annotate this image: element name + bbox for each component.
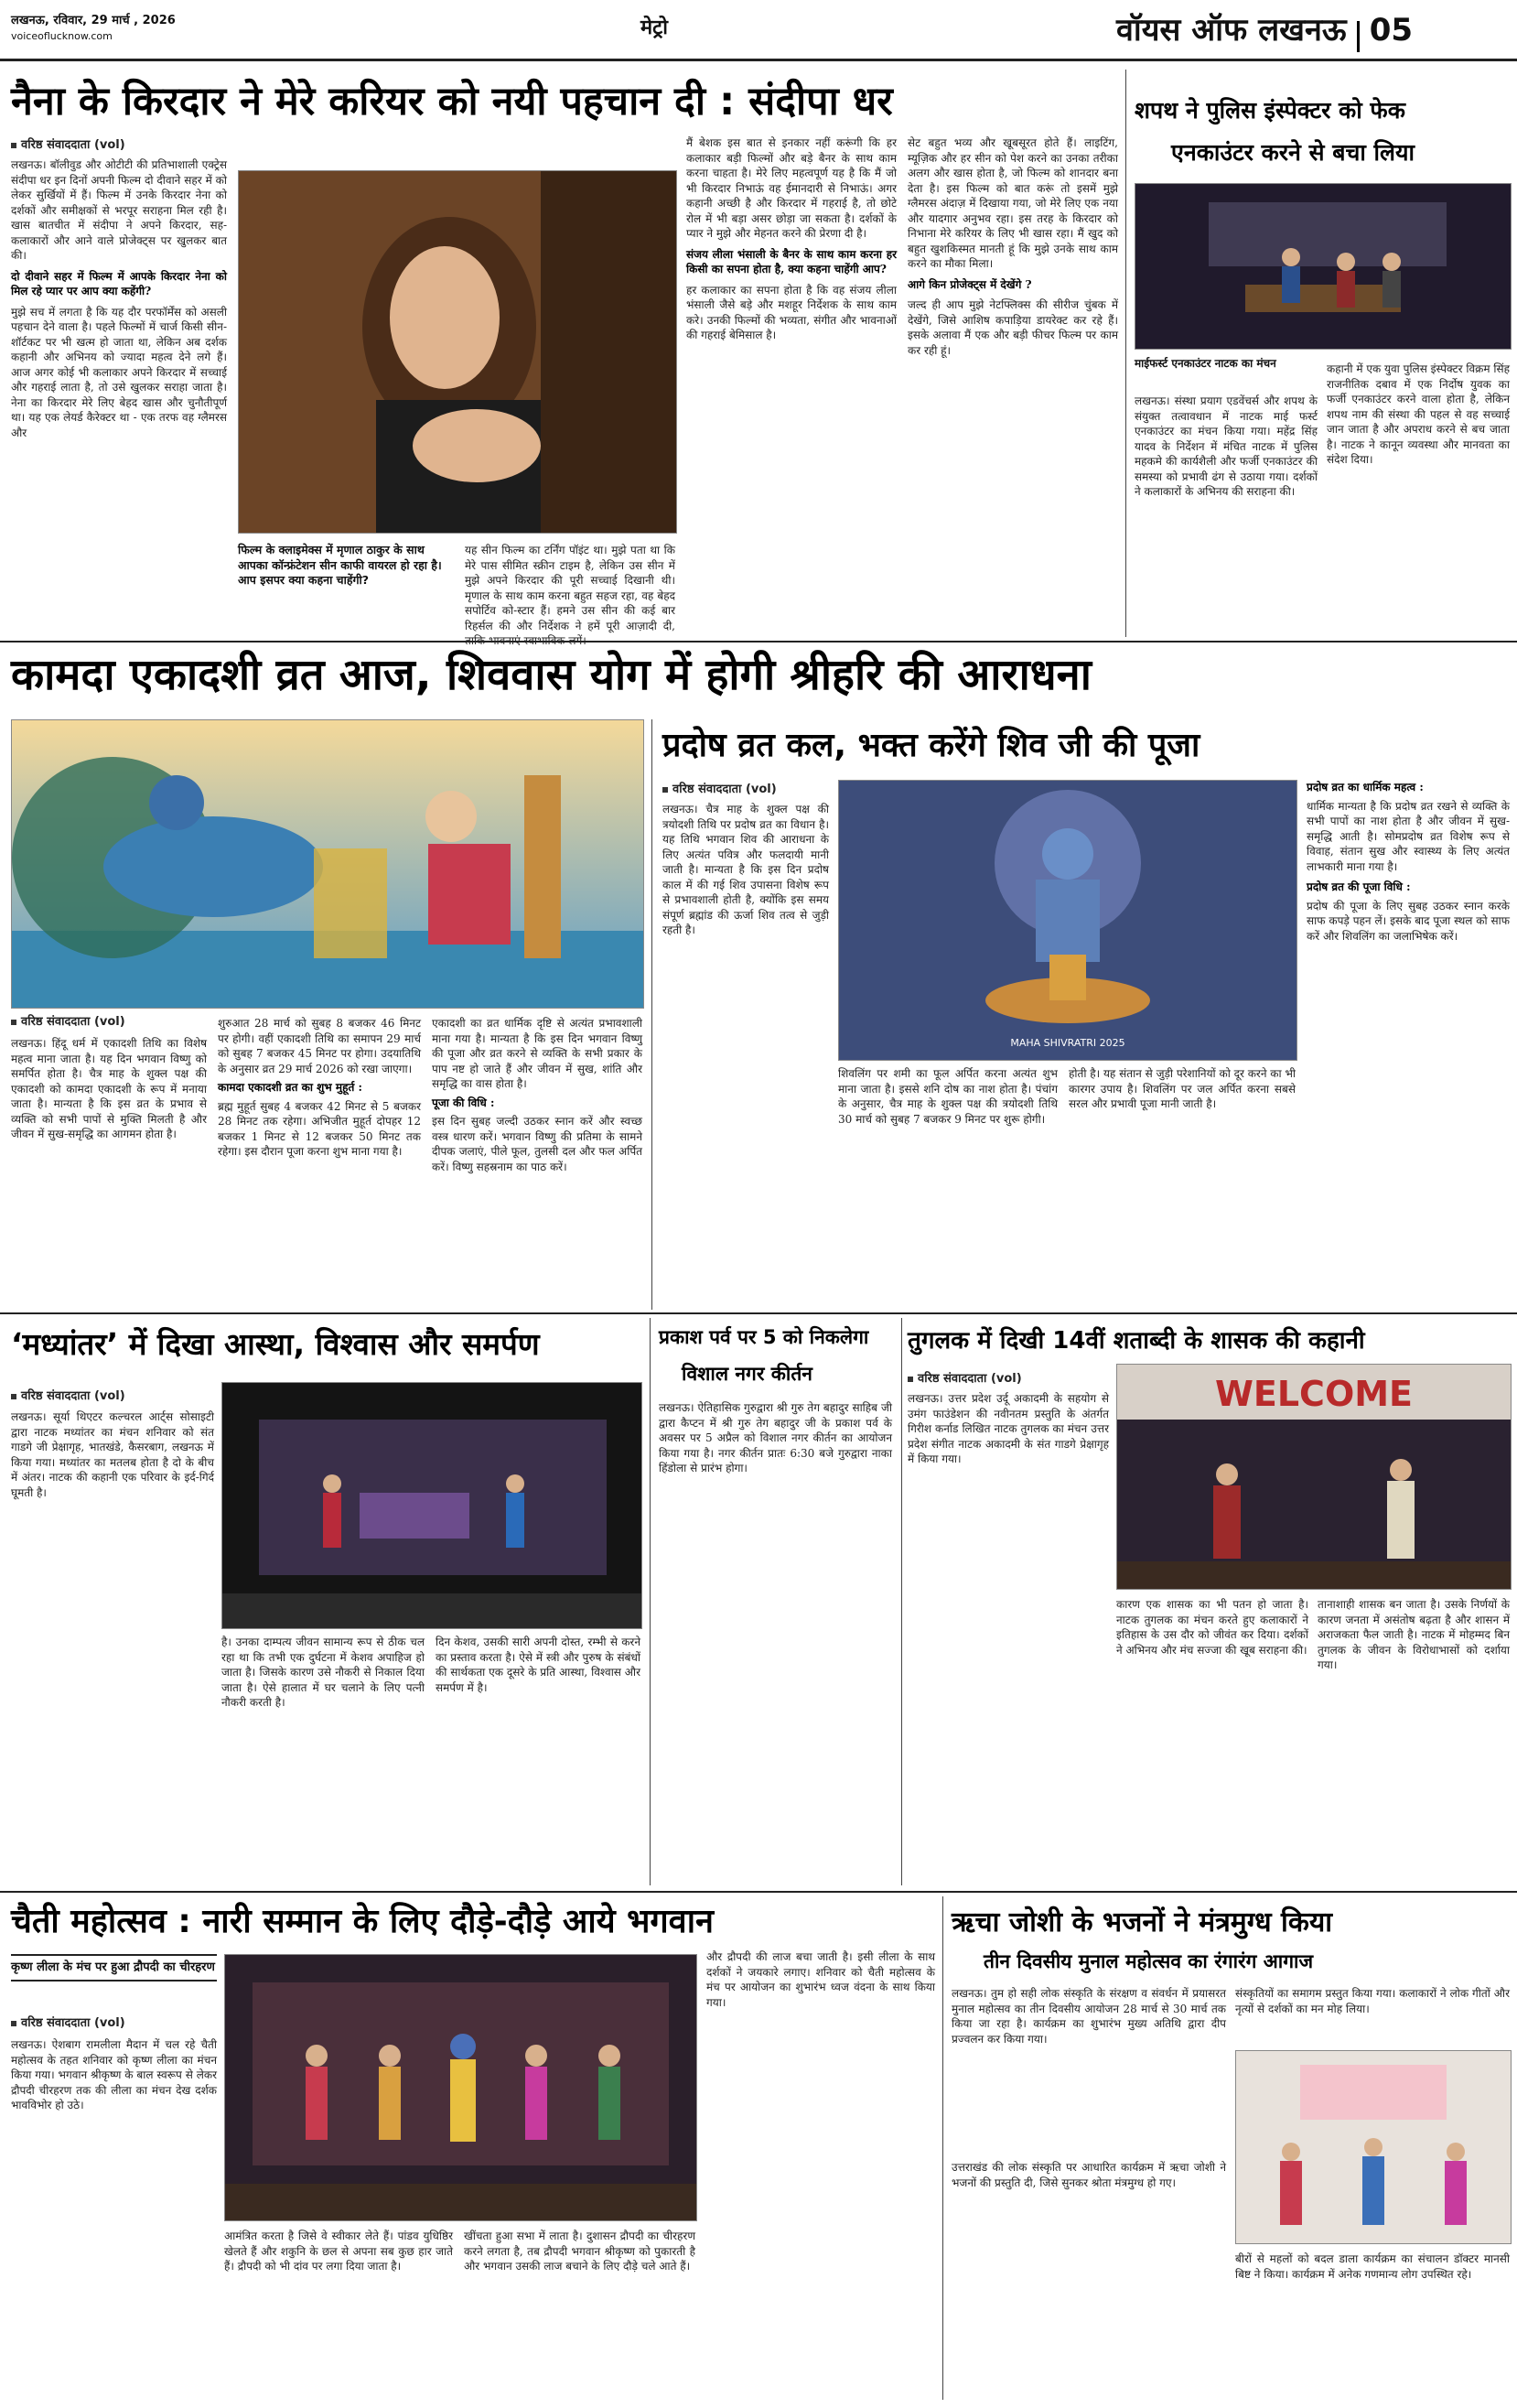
- story1-col1: [11, 157, 227, 633]
- rule-middle: [0, 1312, 1517, 1314]
- story8-col4: और द्रौपदी की लाज बचा जाती है। इसी लीला के साथ दर्शकों ने जयकारे लगाए। शनिवार को चैती महोत्सव के मंच पर आयोजन का शुभारंभ ध्वज वंदना के साथ किया गया।: [706, 1950, 935, 2009]
- story1-col5: [908, 135, 1118, 634]
- stage-welcome-illustration: [1117, 1365, 1511, 1589]
- story3-divider: [651, 719, 652, 1310]
- story1-col1-rest: मुझे सच में लगता है कि यह दौर परफॉर्मेंस को असली पहचान देने वाला है। पहले फिल्मों में चार्ज किसी सीन-शॉर्टकट पर भी खत्म हो जाता था, लेकिन अब दर्शक कहानी और अभिनय को ज्यादा महत्व देने लगे हैं। आज अगर कोई भी कलाकार अपने किरदार में सच्चाई और गहराई लाता है, तो उसे खुलकर सराहा जाता है। नेना का किरदार मेरे लिए बेहद खास और चुनौतीपूर्ण था। यह एक लेयर्ड कैरेक्टर था - एक तरफ वह ग्लैमरस और: [11, 305, 227, 439]
- story1-col5-text: सेट बहुत भव्य और खूबसूरत होते हैं। लाइटिंग, म्यूज़िक और हर सीन को पेश करने का उनका तरीका अलग और खास होता है, जो फिल्म को शानदार बना देता है। इस फिल्म को बात करूं तो इसमें मुझे ग्लैमरस अंदाज़ में दिखाया गया, जो मेरे लिए एक नया और यादगार अनुभव रहा। इस तरह के किरदार को निभाना मेरे करियर के लिए भी खास रहा। मैं खुद को बहुत खुशकिस्मत मानती हूं कि मुझे उनके साथ काम करने का मौका मिला।: [908, 136, 1118, 270]
- story3-headline: कामदा एकादशी व्रत आज, शिववास योग में होगी श्रीहरि की आराधना: [11, 650, 1092, 700]
- story7-col1: लखनऊ। उत्तर प्रदेश उर्दू अकादमी के सहयोग से उमंग फाउंडेशन की नवीनतम प्रस्तुति के अंतर्गत गिरीश कर्नाड लिखित नाटक तुगलक का मंचन उत्तर प्रदेश संगीत नाटक अकादमी के संत गाडगे प्रेक्षागृह में किया गया।: [908, 1392, 1109, 1465]
- story7-photo-text: WELCOME: [1214, 1374, 1414, 1414]
- story8-col1: लखनऊ। ऐशबाग रामलीला मैदान में चल रहे चैती महोत्सव के तहत शनिवार को कृष्ण लीला का मंचन किया गया। भगवान श्रीकृष्ण के बाल स्वरूप से लेकर द्रौपदी चीरहरण तक की लीला का मंचन देख दर्शक भावविभोर हो उठे।: [11, 2038, 217, 2111]
- story3-col2-text: शुरुआत 28 मार्च को सुबह 8 बजकर 46 मिनट पर होगी। वहीं एकादशी तिथि का समापन 29 मार्च को सुबह 7 बजकर 45 मिनट पर होगा। उदयातिथि के अनुसार व्रत 29 मार्च 2026 को रखा जाएगा।: [218, 1017, 421, 1075]
- story1-body: [11, 135, 1118, 634]
- story8-caption: कृष्ण लीला के मंच पर हुआ द्रौपदी का चीरहरण: [11, 1954, 217, 1981]
- masthead-rule: [0, 59, 1517, 61]
- story1-lead: लखनऊ। बॉलीवुड और ओटीटी की प्रतिभाशाली एक्ट्रेस संदीपा धर इन दिनों अपनी फिल्म दो दीवाने सहर में को लेकर सुर्खियों में हैं। फिल्म में उनके किरदार नेना को दर्शकों और समीक्षकों से भरपूर सराहना मिल रही है। खास बातचीत में संदीपा ने अपने किरदार, सह-कलाकारों और आने वाले प्रोजेक्ट्स पर खुलकर बात की।: [11, 158, 227, 262]
- story2-headline-line1: शपथ ने पुलिस इंस्पेक्टर को फेक: [1135, 97, 1405, 124]
- krishna-leela-illustration: [225, 1955, 696, 2220]
- page-number: 05: [1369, 12, 1414, 49]
- munal-festival-illustration: [1236, 2051, 1511, 2243]
- story6-headline-line1: प्रकाश पर्व पर 5 को निकलेगा: [659, 1326, 869, 1348]
- rule-after-top: [0, 641, 1517, 642]
- story9-headline: ऋचा जोशी के भजनों ने मंत्रमुग्ध किया: [952, 1906, 1333, 1938]
- story4-photo-text: MAHA SHIVRATRI 2025: [1010, 1037, 1125, 1049]
- story6-divider: [901, 1318, 902, 1885]
- story6-headline-line2: विशाल नगर कीर्तन: [682, 1363, 812, 1385]
- story4-col4-head2: प्रदोष व्रत की पूजा विधि :: [1307, 880, 1411, 893]
- vishnu-lakshmi-illustration: [12, 720, 643, 1008]
- story3-col1: लखनऊ। हिंदू धर्म में एकादशी तिथि का विशेष महत्व माना जाता है। यह दिन भगवान विष्णु को समर्पित होता है। चैत्र माह के शुक्ल पक्ष की एकादशी को कामदा एकादशी के रूप में मनाया जाता है। मान्यता है कि इस व्रत के प्रभाव से व्यक्ति को सभी पापों से मुक्ति मिलती है और जीवन में सुख-समृद्धि का आगमन होता है।: [11, 1037, 207, 1140]
- story9-photo: [1235, 2050, 1512, 2244]
- story5-photo: [221, 1382, 642, 1629]
- story1-headline: नैना के किरदार ने मेरे करियर को नयी पहचान दी : संदीपा धर: [11, 79, 893, 124]
- section-name: मेट्रो: [640, 16, 668, 39]
- story4-col1: लखनऊ। चैत्र माह के शुक्ल पक्ष की त्रयोदशी तिथि पर प्रदोष व्रत का विधान है। यह तिथि भगवान शिव की आराधना के लिए अत्यंत पवित्र और फलदायी मानी जाती है। मान्यता है कि इस दिन प्रदोष काल में की गई शिव उपासना विशेष रूप से प्रभावशाली होती है, क्योंकि इस समय संपूर्ण ब्रह्मांड की ऊर्जा शिव तत्व से जुड़ी रहती है।: [662, 803, 829, 936]
- story3-subhead2: पूजा की विधि :: [432, 1096, 495, 1109]
- story4-col4: [1307, 780, 1510, 1306]
- story4-byline: वरिष्ठ संवाददाता (vol): [662, 780, 777, 796]
- story1-photo: [238, 170, 677, 534]
- story9-col4: बीरों से महलों को बदल डाला कार्यक्रम का संचालन डॉक्टर मानसी बिष्ट ने किया। कार्यक्रम में अनेक गणमान्य लोग उपस्थित रहे।: [1235, 2252, 1510, 2281]
- story1-pull-quote: फिल्म के क्लाइमेक्स में मृणाल ठाकुर के साथ आपका कॉन्फ्रंटेशन सीन काफी वायरल हो रहा है। आप इसपर क्या कहना चाहेंगी?: [238, 543, 442, 587]
- dateline: लखनऊ, रविवार, 29 मार्च , 2026: [11, 14, 176, 27]
- brand-divider: [1357, 21, 1360, 52]
- story3-col2: [218, 1016, 421, 1306]
- story9-subheadline: तीन दिवसीय मुनाल महोत्सव का रंगारंग आगाज: [984, 1950, 1314, 1972]
- story3-byline: वरिष्ठ संवाददाता (vol): [11, 1012, 125, 1029]
- story9-col1: लखनऊ। तुम हो सही लोक संस्कृति के संरक्षण व संवर्धन में प्रयासरत मुनाल महोत्सव का तीन दिवसीय आयोजन 28 मार्च से 30 मार्च तक किया जा रहा है। कार्यक्रम का शुभारंभ मुख्य अतिथि द्वारा दीप प्रज्वलन कर किया गया।: [952, 1987, 1226, 2046]
- story4-col3: होती है। यह संतान से जुड़ी परेशानियों को दूर करने का भी कारगर उपाय है। शिवलिंग पर जल अर्पित करना सबसे सरल और प्रभावी पूजा मानी जाती है।: [1069, 1067, 1296, 1110]
- story5-divider: [650, 1318, 651, 1885]
- story8-divider: [942, 1896, 943, 2400]
- story5-col1: लखनऊ। सूर्या थिएटर कल्चरल आर्ट्स सोसाइटी द्वारा नाटक मध्यांतर का मंचन शनिवार को संत गाडगे जी प्रेक्षागृह, भातखंडे, कैसरबाग, लखनऊ में किया गया। मध्यांतर का मतलब होता है दो के बीच में अंतर। नाटक की कहानी एक परिवार के इर्द-गिर्द घूमती है।: [11, 1410, 214, 1499]
- story3-photo: [11, 719, 644, 1009]
- story8-headline: चैती महोत्सव : नारी सम्मान के लिए दौड़े-दौड़े आये भगवान: [11, 1903, 714, 1940]
- shiva-illustration: [839, 781, 1296, 1060]
- story2-photo: [1135, 183, 1512, 350]
- website[interactable]: voiceoflucknow.com: [11, 30, 113, 42]
- story1-byline: वरिष्ठ संवाददाता (vol): [11, 135, 125, 152]
- story4-col4-text: धार्मिक मान्यता है कि प्रदोष व्रत रखने से व्यक्ति के सभी पापों का नाश होता है और जीवन में सुख-समृद्धि आती है। सोमप्रदोष व्रत विशेष रूप से विवाह, संतान सुख और स्वास्थ्य के लिए अत्यंत लाभकारी माना गया है।: [1307, 799, 1510, 873]
- story1-divider: [1125, 70, 1126, 637]
- story8-col3: खींचता हुआ सभा में लाता है। दुशासन द्रौपदी का चीरहरण करने लगता है, तब द्रौपदी भगवान श्रीकृष्ण को पुकारती है और भगवान उसकी लाज बचाने के लिए दौड़े चले आते हैं।: [464, 2230, 695, 2273]
- story1-col4: [686, 135, 897, 634]
- story1-subhead3: आगे किन प्रोजेक्ट्स में देखेंगे ?: [908, 277, 1032, 291]
- story5-col2: है। उनका दाम्पत्य जीवन सामान्य रूप से ठीक चल रहा था कि तभी एक दुर्घटना में केशव अपाहिज हो जाता है। जिसके कारण उसे नौकरी से निकाल दिया जाता है। ऐसे हालात में घर चलाने के लिए पत्नी नौकरी करती है।: [221, 1636, 425, 1709]
- story4-col4-rest: प्रदोष की पूजा के लिए सुबह उठकर स्नान करके साफ कपड़े पहन लें। इसके बाद पूजा स्थल को साफ करें और शिवलिंग का जलाभिषेक करें।: [1307, 899, 1510, 943]
- masthead-dateline-block: [11, 11, 377, 42]
- brand-name: वॉयस ऑफ लखनऊ: [1116, 12, 1347, 49]
- story7-photo: [1116, 1364, 1512, 1590]
- story2-col1: लखनऊ। संस्था प्रयाग एडवेंचर्स और शपथ के संयुक्त तत्वावधान में नाटक माई फर्स्ट एनकाउंटर का मंचन किया गया। महेंद्र सिंह यादव के निर्देशन में मंचित नाटक में पुलिस महकमे की कार्यशैली और फर्जी एनकाउंटर की समस्या को प्रभावी ढंग से उठाया गया। दर्शकों ने कलाकारों के अभिनय की सराहना की।: [1135, 394, 1318, 498]
- story5-headline: ‘मध्यांतर’ में दिखा आस्था, विश्वास और समर्पण: [11, 1326, 540, 1362]
- stage-play-illustration: [1135, 184, 1511, 349]
- story1-col4-text: मैं बेशक इस बात से इनकार नहीं करूंगी कि हर कलाकार बड़ी फिल्मों और बड़े बैनर के साथ काम करना चाहता है। मेरे लिए महत्वपूर्ण यह है कि मैं जो भी किरदार निभाऊं वह ईमानदारी से निभाऊं। अगर कहानी अच्छी है और किरदार में गहराई है, तो छोटे रोल में भी बड़ा असर छोड़ा जा सकता है। दर्शकों के प्यार ने मुझे और मेहनत करने की प्रेरणा दी है।: [686, 136, 897, 240]
- story2-photo-caption: माईफर्स्ट एनकाउंटर नाटक का मंचन: [1135, 355, 1281, 371]
- story1-col4-rest: हर कलाकार का सपना होता है कि वह संजय लीला भंसाली जैसे बड़े और मशहूर निर्देशक के साथ काम करे। उनकी फिल्मों की भव्यता, संगीत और भावनाओं की गहराई बेमिसाल है।: [686, 283, 897, 341]
- actress-photo-illustration: [239, 171, 676, 533]
- story1-subhead2: संजय लीला भंसाली के बैनर के साथ काम करना हर किसी का सपना होता है, क्या कहना चाहेंगी आप?: [686, 247, 897, 275]
- story4-col4-head: प्रदोष व्रत का धार्मिक महत्व :: [1307, 781, 1424, 794]
- story2-headline-line2: एनकाउंटर करने से बचा लिया: [1171, 139, 1415, 166]
- theatre-stage-illustration: [222, 1383, 641, 1628]
- story8-photo: [224, 1954, 697, 2221]
- story3-col2-rest: ब्रह्म मुहूर्त सुबह 4 बजकर 42 मिनट से 5 बजकर 28 मिनट तक रहेगा। अभिजीत मुहूर्त दोपहर 12 बजकर 1 मिनट से 12 बजकर 50 मिनट तक रहेगा। इस दौरान पूजा करना शुभ माना गया है।: [218, 1099, 421, 1158]
- story7-col3: तानाशाही शासक बन जाता है। उसके निर्णयों के कारण जनता में असंतोष बढ़ता है और शासन में अराजकता फैल जाती है। नाटक में मोहम्मद बिन तुगलक के जीवन के विरोधाभासों को दर्शाया गया।: [1318, 1598, 1510, 1671]
- story1-col5-rest: जल्द ही आप मुझे नेटफ्लिक्स की सीरीज चुंबक में देखेंगे, जिसे आशिष कपाड़िया डायरेक्ट कर रहे हैं। इसके अलावा मैं एक और बड़ी फीचर फिल्म पर काम कर रही हूं।: [908, 298, 1118, 357]
- story7-headline: तुगलक में दिखी 14वीं शताब्दी के शासक की कहानी: [908, 1327, 1365, 1355]
- story2-col2: कहानी में एक युवा पुलिस इंस्पेक्टर विक्रम सिंह राजनीतिक दबाव में एक निर्दोष युवक का फर्जी एनकाउंटर करने वाला होता है, लेकिन शपथ नाम की संस्था की पहल से वह सच्चाई जान जाता है और अपराध करने से बच जाता है। नाटक ने कानून व्यवस्था और मानवता का संदेश दिया।: [1327, 362, 1510, 466]
- story9-col2: संस्कृतियों का समागम प्रस्तुत किया गया। कलाकारों ने लोक गीतों और नृत्यों से दर्शकों का मन मोह लिया।: [1235, 1987, 1510, 2015]
- story5-byline: वरिष्ठ संवाददाता (vol): [11, 1387, 125, 1403]
- story7-byline: वरिष्ठ संवाददाता (vol): [908, 1369, 1022, 1386]
- story3-subhead: कामदा एकादशी व्रत का शुभ मुहूर्त :: [218, 1081, 362, 1094]
- story1-subhead: दो दीवाने सहर में फिल्म में आपके किरदार नेना को मिल रहे प्यार पर आप क्या कहेंगी?: [11, 269, 227, 297]
- story4-photo: [838, 780, 1297, 1061]
- story6-col1: लखनऊ। ऐतिहासिक गुरुद्वारा श्री गुरु तेग बहादुर साहिब जी द्वारा कैप्टन में श्री गुरु तेग बहादुर जी के प्रकाश पर्व के अवसर पर 5 अप्रैल को विशाल नगर कीर्तन का आयोजन किया गया है। नगर कीर्तन प्रातः 6:30 बजे गुरुद्वारा नाका हिंडोला से प्रारंभ होगा।: [659, 1401, 892, 1474]
- story3-col3-text: एकादशी का व्रत धार्मिक दृष्टि से अत्यंत प्रभावशाली माना गया है। मान्यता है कि इस दिन भगवान विष्णु की पूजा और व्रत करने से व्यक्ति के सभी प्रकार के पाप नष्ट हो जाते हैं और जीवन में सुख, शांति और समृद्धि का वास होता है।: [432, 1017, 642, 1090]
- story1-col3: यह सीन फिल्म का टर्निंग पॉइंट था। मुझे पता था कि मेरे पास सीमित स्क्रीन टाइम है, लेकिन उस सीन में मुझे अपने किरदार की पूरी सच्चाई दिखानी थी। मृणाल के साथ काम करना बहुत सहज रहा, वह बेहद सपोर्टिव को-स्टार हैं। हमने उस सीन की कई बार रिहर्सल की और निर्देशक ने हमें पूरी आज़ादी दी,: [465, 544, 675, 632]
- story3-col3: [432, 1016, 642, 1306]
- story5-col3: दिन केशव, उसकी सारी अपनी दोस्त, रम्भी से करने का प्रस्ताव करता है। ऐसे में स्त्री और पुरुष के संबंधों की सार्थकता एक दूसरे के प्रति आस्था, विश्वास और समर्पण में है।: [436, 1636, 640, 1694]
- rule-lower: [0, 1891, 1517, 1893]
- story8-byline: वरिष्ठ संवाददाता (vol): [11, 2014, 125, 2030]
- story4-headline: प्रदोष व्रत कल, भक्त करेंगे शिव जी की पूजा: [662, 727, 1200, 764]
- story8-col2: आमंत्रित करता है जिसे वे स्वीकार लेते हैं। पांडव युधिष्ठिर खेलते हैं और शकुनि के छल से अपना सब कुछ हार जाते हैं। द्रौपदी को भी दांव पर लगा दिया जाता है।: [224, 2230, 453, 2273]
- story3-col3-rest: इस दिन सुबह जल्दी उठकर स्नान करें और स्वच्छ वस्त्र धारण करें। भगवान विष्णु की प्रतिमा के सामने दीपक जलाएं, पीले फूल, तुलसी दल और फल अर्पित करें। विष्णु सहस्रनाम का पाठ करें।: [432, 1115, 642, 1173]
- story4-col2: शिवलिंग पर शमी का फूल अर्पित करना अत्यंत शुभ माना जाता है। इससे शनि दोष का नाश होता है। पंचांग के अनुसार, चैत्र माह के शुक्ल पक्ष की त्रयोदशी तिथि 30 मार्च को सुबह 7 बजकर 9 मिनट पर शुरू होगी।: [838, 1067, 1058, 1126]
- story7-col2: कारण एक शासक का भी पतन हो जाता है। नाटक तुगलक का मंचन करते हुए कलाकारों ने इतिहास के उस दौर को जीवंत कर दिया। दर्शकों ने अभिनय और मंच सज्जा की खूब सराहना की।: [1116, 1598, 1308, 1657]
- story9-col3: उत्तराखंड की लोक संस्कृति पर आधारित कार्यक्रम में ऋचा जोशी ने भजनों की प्रस्तुति दी, जिसे सुनकर श्रोता मंत्रमुग्ध हो गए।: [952, 2161, 1226, 2189]
- brand-block: [1116, 7, 1510, 59]
